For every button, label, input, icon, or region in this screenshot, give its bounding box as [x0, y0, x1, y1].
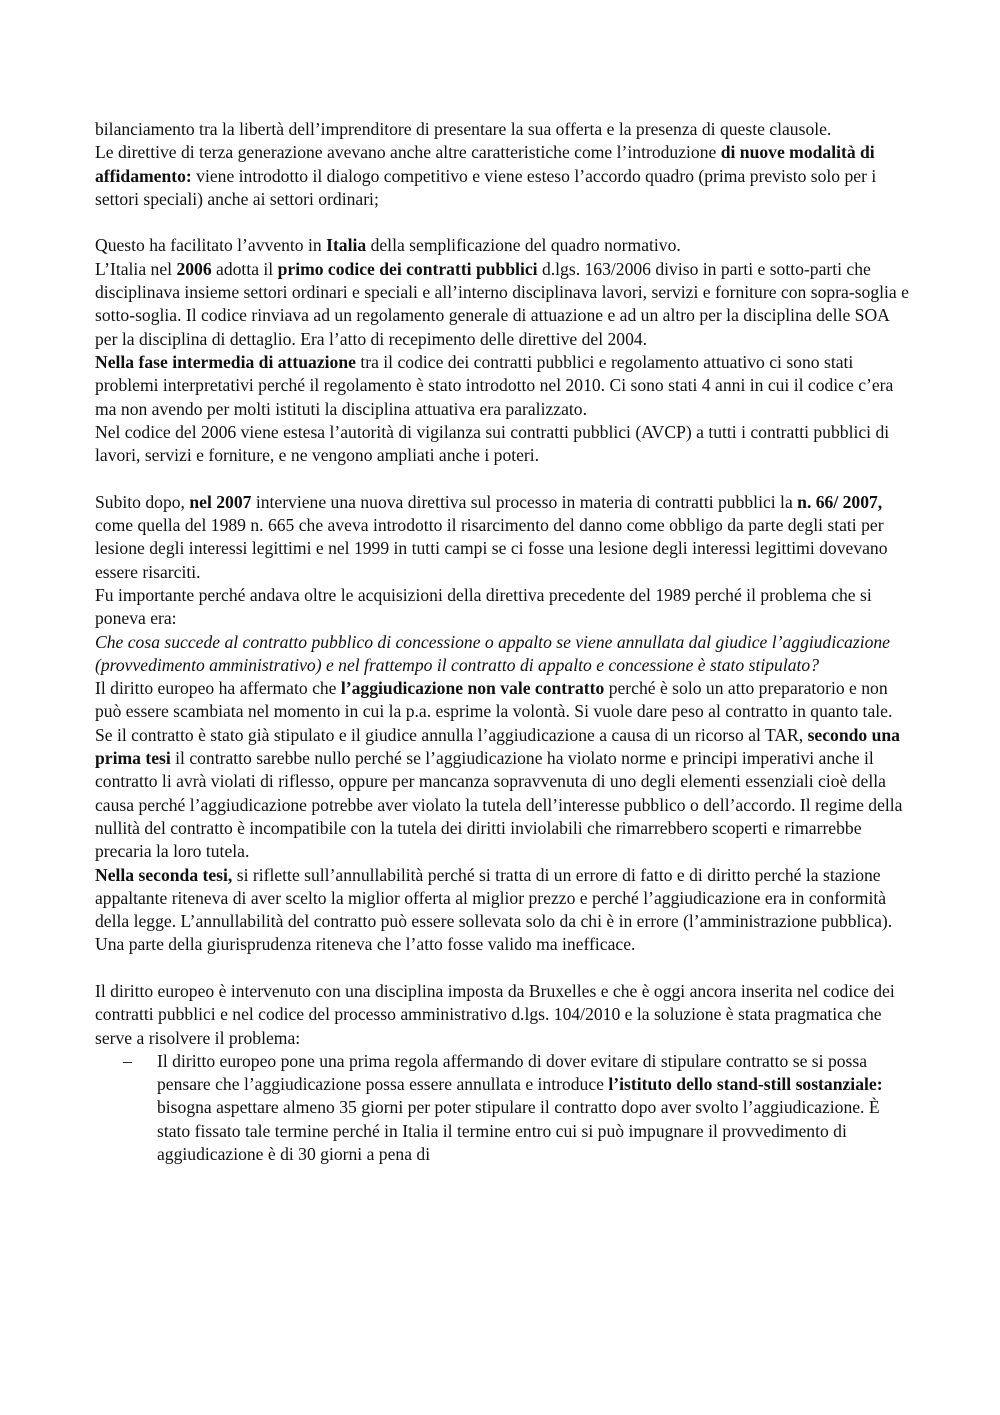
paragraph-seconda-tesi	[95, 864, 910, 934]
text-run: interviene una nuova direttiva sul processo in materia di contratti pubblici la	[251, 491, 798, 512]
paragraph-question	[95, 631, 910, 678]
text-run: Fu importante perché andava oltre le acquisizioni della direttiva precedente del 1989 perché il problema che si poneva era:	[95, 584, 872, 629]
text-run: Subito dopo,	[95, 491, 190, 512]
paragraph-italia	[95, 234, 910, 257]
dash-list	[95, 1050, 910, 1166]
paragraph-diritto-europeo	[95, 980, 910, 1050]
bold-text: n. 66/ 2007,	[797, 491, 883, 512]
paragraph-fase-intermedia	[95, 351, 910, 421]
document-page	[95, 118, 910, 1166]
text-run: si riflette sull’annullabilità perché si tratta di un errore di fatto e di diritto perché la stazione appaltante riteneva di aver scelto la miglior offerta al miglior prezzo e perché l’aggiudicazione era in conformità della legge. L’annullabilità del contratto può essere sollevata solo da chi è in errore (l’amministrazione pubblica).	[95, 864, 893, 932]
paragraph-terza-generazione	[95, 141, 910, 211]
bold-text: l’aggiudicazione non vale contratto	[340, 678, 605, 699]
bold-text: l’istituto dello stand-still sostanziale:	[608, 1074, 883, 1095]
text-run: adotta il	[211, 258, 278, 279]
text-run: d.lgs. 163/2006 diviso in parti e sotto-parti che disciplinava insieme settori ordinari e speciali e all’interno disciplinava lavori, servizi e forniture con sopra-soglia e sotto-soglia. Il codice rinviava ad un regolamento generale di attuazione e ad un altro per la disciplina delle SOA per la disciplina di dettaglio. Era l’atto di recepimento delle direttive del 2004.	[95, 258, 909, 349]
paragraph-giurisprudenza	[95, 933, 910, 956]
paragraph-prima-tesi	[95, 724, 910, 864]
text-run: Nel codice del 2006 viene estesa l’autorità di vigilanza sui contratti pubblici (AVCP) a tutti i contratti pubblici di lavori, servizi e forniture, e ne vengono ampliati anche i poteri.	[95, 421, 890, 466]
text-run: bilanciamento tra la libertà dell’imprenditore di presentare la sua offerta e la presenza di queste clausole.	[95, 119, 832, 139]
paragraph-spacer	[95, 211, 910, 234]
italic-text: Che cosa succede al contratto pubblico di concessione o appalto se viene annullata dal giudice l’aggiudicazione (provvedimento amministrativo) e nel frattempo il contratto di appalto e concessione è stato stipulato?	[95, 631, 890, 675]
bold-text: nel 2007	[189, 491, 252, 512]
text-run: Le direttive di terza generazione avevano anche altre caratteristiche come l’introduzione	[95, 142, 721, 163]
bold-text: 2006	[176, 258, 212, 279]
paragraph-importante	[95, 584, 910, 631]
paragraph-spacer	[95, 957, 910, 980]
dash-bullet: –	[123, 1050, 132, 1071]
text-run: L’Italia nel	[95, 258, 177, 279]
paragraph-direttiva-2007	[95, 491, 910, 584]
text-run: Questo ha facilitato l’avvento in	[95, 235, 327, 256]
bold-text: primo codice dei contratti pubblici	[277, 258, 538, 279]
paragraph-clausole	[95, 118, 910, 141]
text-run: Se il contratto è stato già stipulato e il giudice annulla l’aggiudicazione a causa di un ricorso al TAR,	[95, 724, 808, 745]
paragraph-spacer	[95, 467, 910, 490]
text-run: tra il codice dei contratti pubblici e regolamento attuativo ci sono stati problemi interpretativi perché il regolamento è stato introdotto nel 2010. Ci sono stati 4 anni in cui il codice c’era ma non avendo per molti istituti la disciplina attuativa era paralizzato.	[95, 351, 894, 419]
text-run: perché è solo un atto preparatorio e non può essere scambiata nel momento in cui la p.a. esprime la volontà. Si vuole dare peso al contratto in quanto tale.	[95, 678, 893, 722]
text-run: bisogna aspettare almeno 35 giorni per poter stipulare il contratto dopo aver svolto l’aggiudicazione. È stato fissato tale termine perché in Italia il termine entro cui si può impugnare il provvedimento di aggiudicazione è di 30 giorni a pena di	[157, 1097, 880, 1165]
bold-text: di nuove modalità di affidamento:	[95, 142, 875, 186]
text-run: il contratto sarebbe nullo perché se l’aggiudicazione ha violato norme e principi imperativi anche il contratto li avrà violati di riflesso, oppure per mancanza sopravvenuta di uno degli elementi essenziali cioè della causa perché l’aggiudicazione potrebbe aver violato la tutela dell’interesse pubblico o dell’accordo. Il regime della nullità del contratto è incompatibile con la tutela dei diritti inviolabili che rimarrebbero scoperti e rimarrebbe precaria la loro tutela.	[95, 748, 903, 862]
text-run: Una parte della giurisprudenza riteneva che l’atto fosse valido ma inefficace.	[95, 934, 636, 955]
bold-text: Italia	[326, 235, 367, 256]
list-item	[95, 1050, 910, 1166]
text-run: Il diritto europeo ha affermato che	[95, 678, 341, 699]
paragraph-avcp	[95, 421, 910, 468]
bold-text: Nella fase intermedia di attuazione	[95, 351, 356, 372]
bold-text: secondo una prima tesi	[95, 724, 900, 769]
text-run: della semplificazione del quadro normativo.	[366, 235, 681, 256]
text-run: Il diritto europeo è intervenuto con una disciplina imposta da Bruxelles e che è oggi ancora inserita nel codice dei contratti pubblici e nel codice del processo amministrativo d.lgs. 104/2010 e la soluzione è stata pragmatica che serve a risolvere il problema:	[95, 980, 895, 1048]
paragraph-aggiudicazione	[95, 677, 910, 724]
bold-text: Nella seconda tesi,	[95, 864, 233, 885]
text-run: viene introdotto il dialogo competitivo e viene esteso l’accordo quadro (prima previsto solo per i settori speciali) anche ai settori ordinari;	[95, 165, 877, 209]
text-run: come quella del 1989 n. 665 che aveva introdotto il risarcimento del danno come obbligo da parte degli stati per lesione degli interessi legittimi e nel 1999 in tutti campi se ci fosse una lesione degli interessi legittimi dovevano essere risarciti.	[95, 515, 888, 582]
paragraph-codice-2006	[95, 258, 910, 351]
text-run: Il diritto europeo pone una prima regola affermando di dover evitare di stipulare contratto se si possa pensare che l’aggiudicazione possa essere annullata e introduce	[157, 1050, 868, 1095]
